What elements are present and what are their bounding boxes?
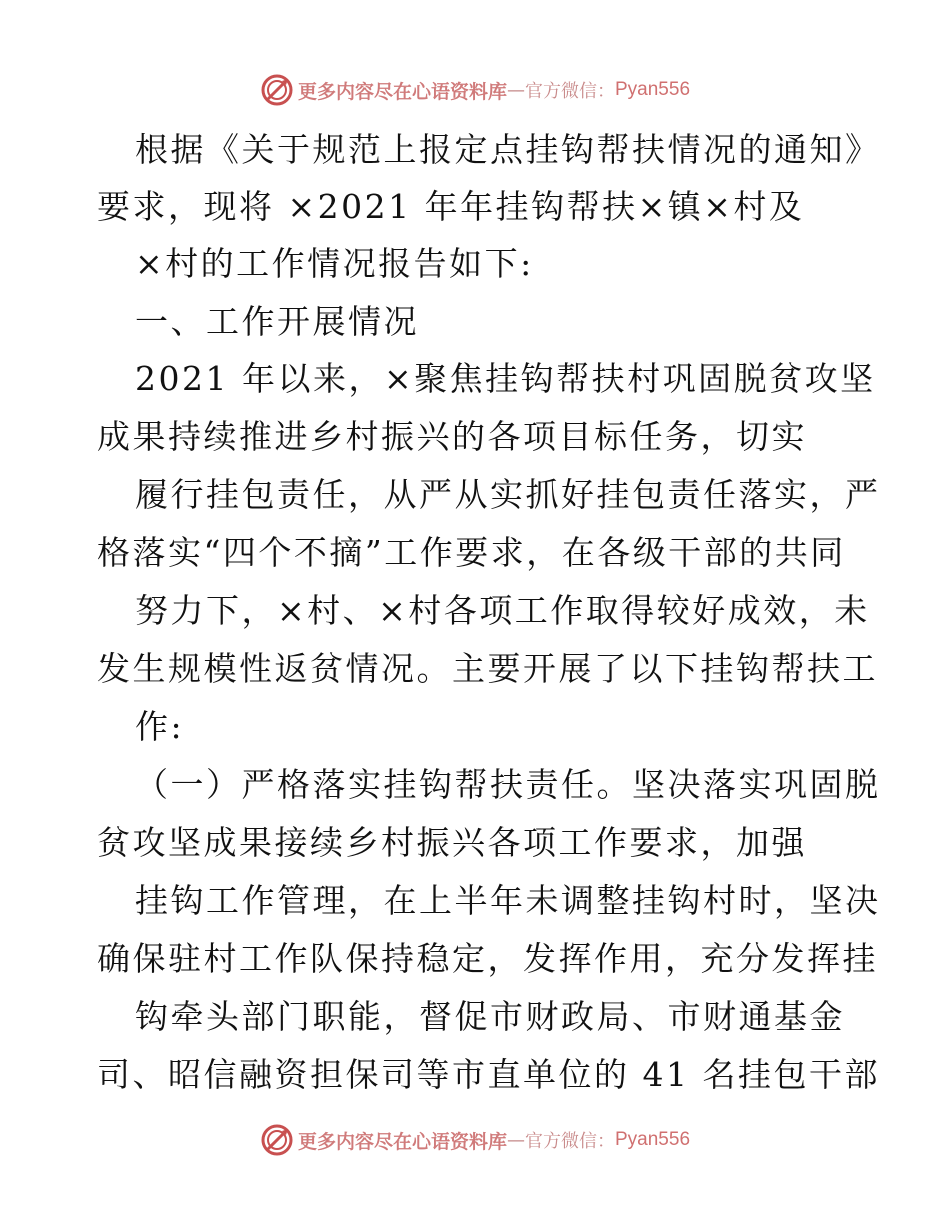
banner-wechat-label: 官方微信： [525,1131,615,1152]
body-line: 要求，现将 ×2021 年年挂钩帮扶×镇×村及 [97,187,805,226]
body-line: 确保驻村工作队保持稳定，发挥作用，充分发挥挂 [97,939,878,978]
body-line: 挂钩工作管理，在上半年未调整挂钩村时，坚决 [135,881,881,920]
banner-main-text: 更多内容尽在心语资料库 [297,1130,507,1153]
section-heading: 一、工作开展情况 [135,302,419,341]
body-line: 履行挂包责任，从严从实抓好挂包责任落实，严 [135,475,881,514]
banner-wechat-id: Pyan556 [615,79,691,100]
banner-wechat-label: 官方微信： [525,81,615,102]
body-line: ×村的工作情况报告如下: [135,244,534,283]
body-line: 努力下，×村、×村各项工作取得较好成效，未 [135,591,870,630]
body-line: 钩牵头部门职能，督促市财政局、市财通基金 [135,997,845,1036]
footer-watermark-banner [0,1120,950,1160]
body-line: 作: [135,707,185,746]
banner-wechat-id: Pyan556 [615,1129,691,1150]
body-line: 司、昭信融资担保司等市直单位的 41 名挂包干部 [97,1055,880,1094]
body-line: 根据《关于规范上报定点挂钩帮扶情况的通知》 [135,130,881,169]
banner-dash: — [507,79,525,101]
body-line: 发生规模性返贫情况。主要开展了以下挂钩帮扶工 [97,649,878,688]
body-line: 格落实“四个不摘”工作要求，在各级干部的共同 [97,533,846,572]
body-line: 贫攻坚成果接续乡村振兴各项工作要求，加强 [97,823,807,862]
banner-main-text: 更多内容尽在心语资料库 [297,80,507,103]
subsection-line: （一）严格落实挂钩帮扶责任。坚决落实巩固脱 [135,765,881,804]
body-line: 成果持续推进乡村振兴的各项目标任务，切实 [97,417,807,456]
body-line: 2021 年以来，×聚焦挂钩帮扶村巩固脱贫攻坚 [135,359,876,398]
banner-dash: — [507,1129,525,1151]
brand-logo-icon [260,1123,294,1157]
